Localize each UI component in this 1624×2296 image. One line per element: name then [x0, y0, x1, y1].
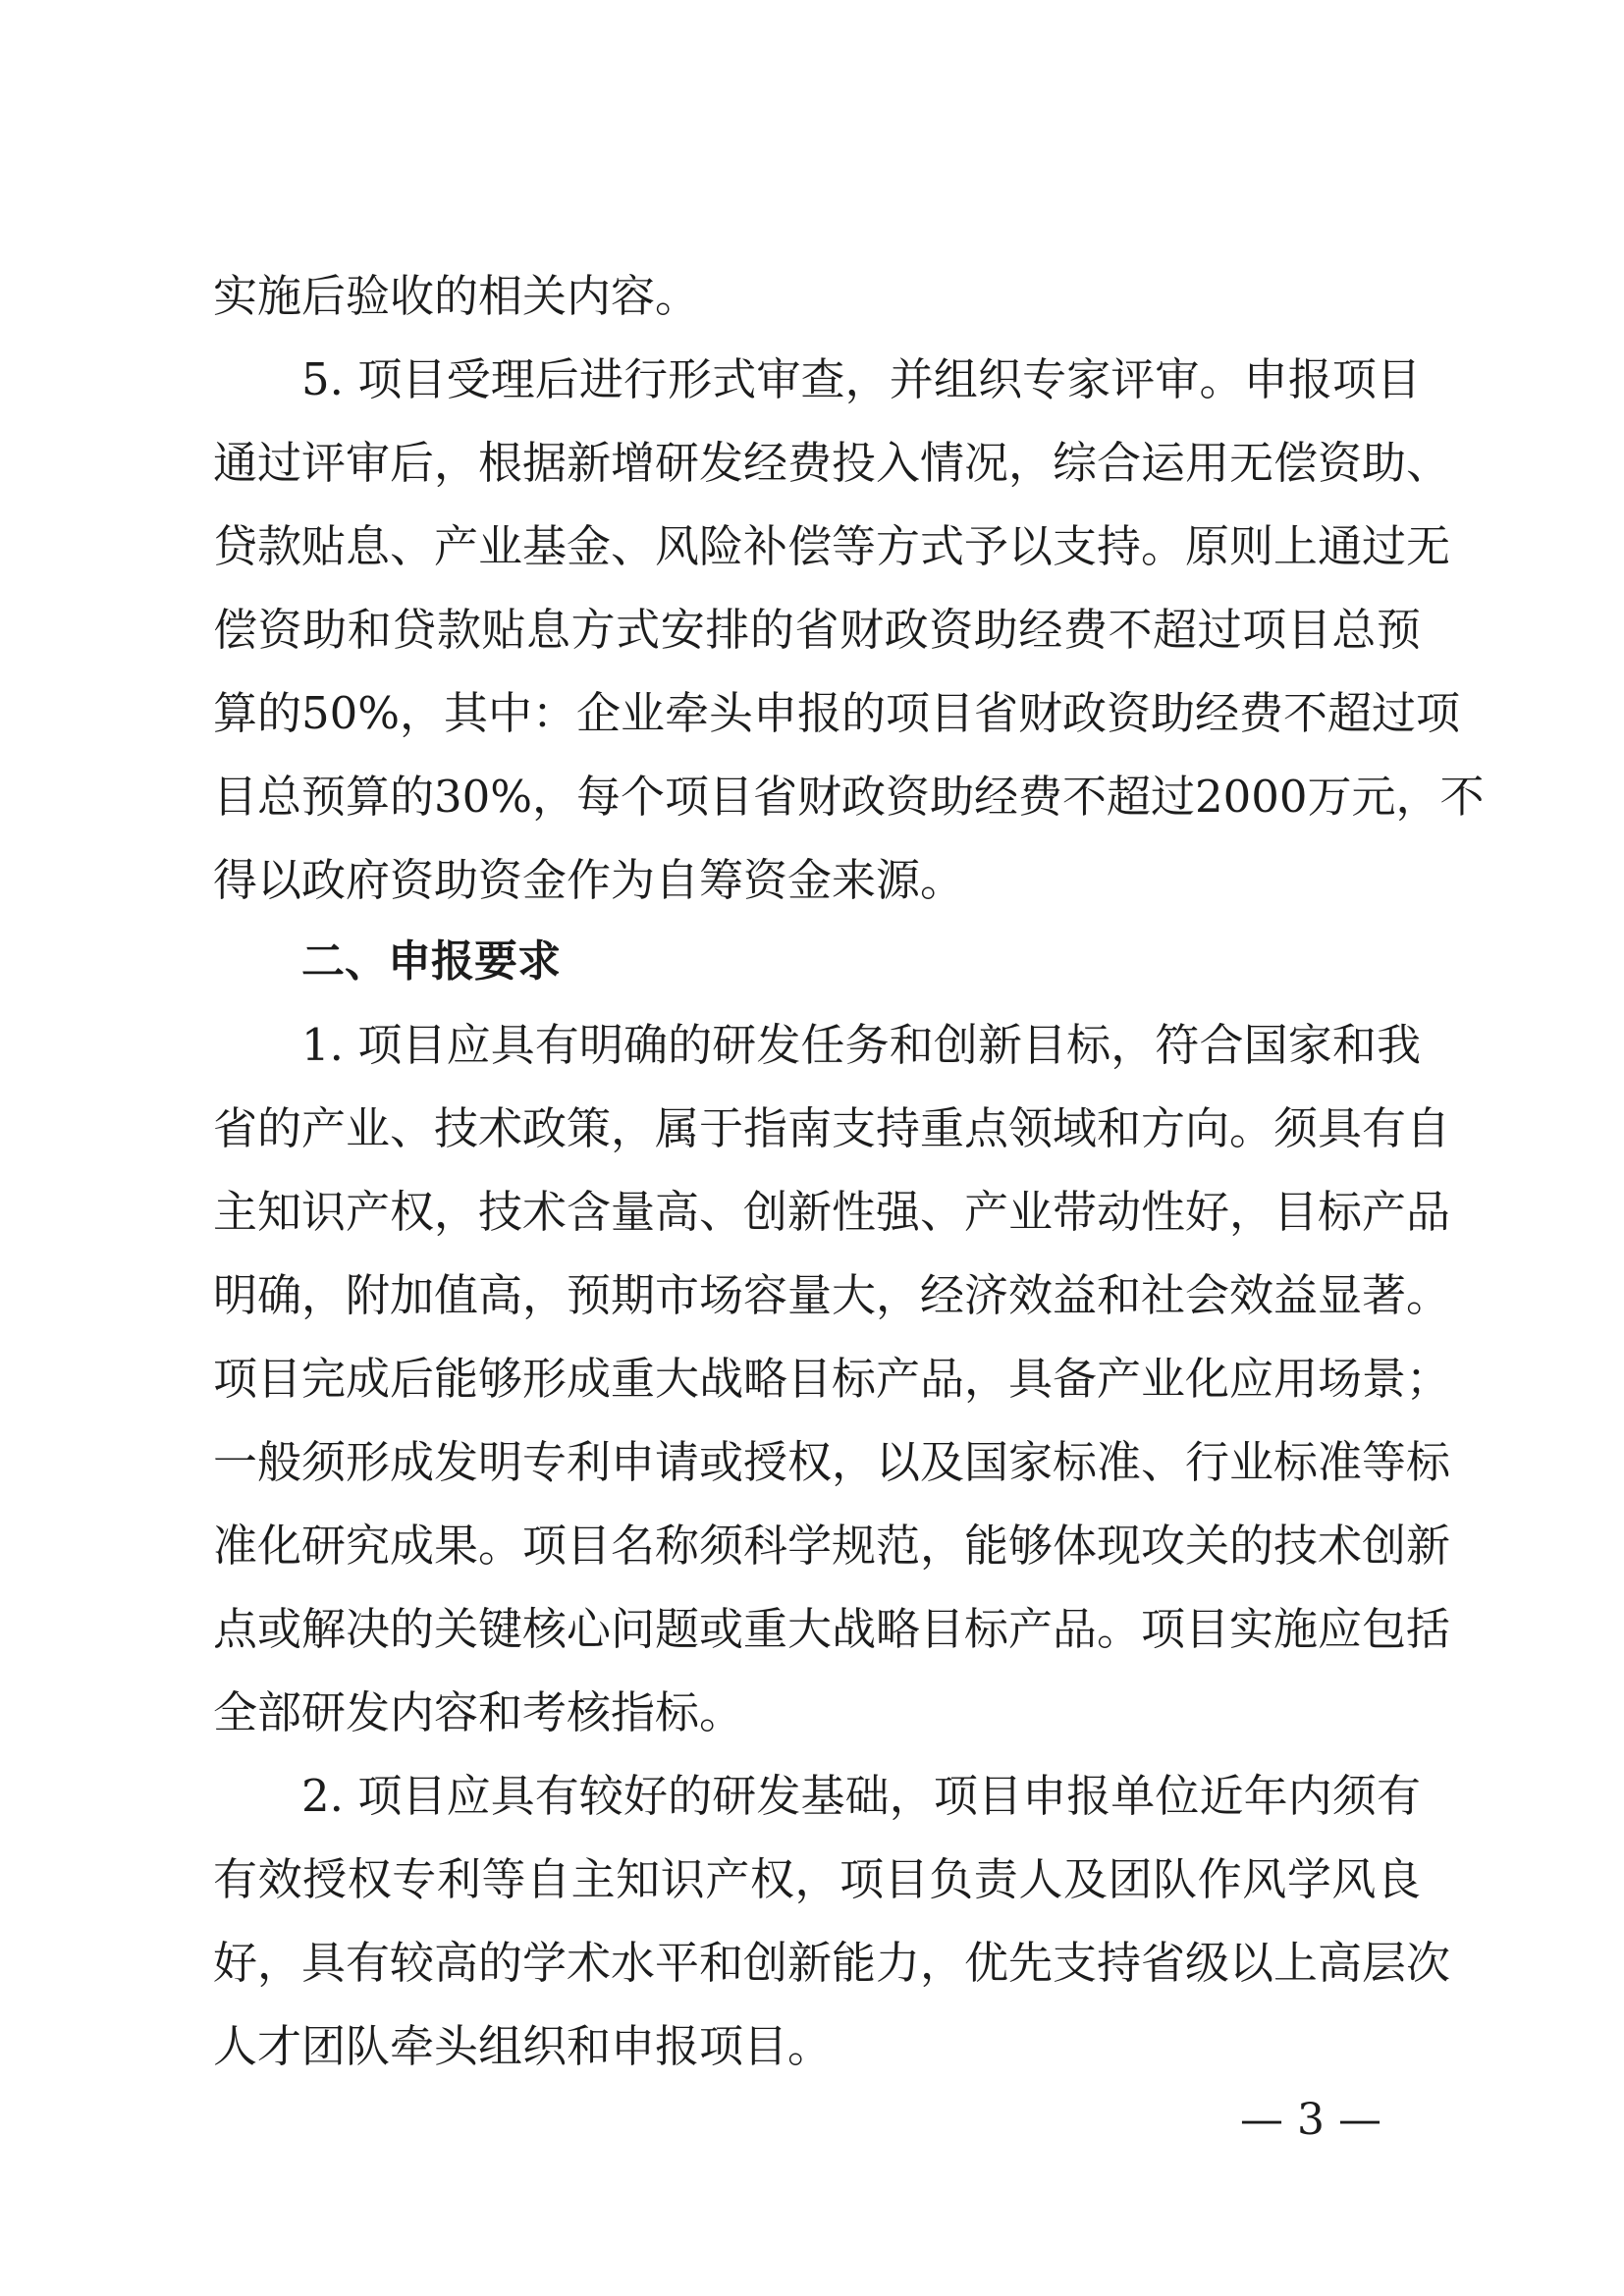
requirement-2-line: 人才团队牵头组织和申报项目。: [213, 2020, 833, 2072]
requirement-1-line: 一般须形成发明专利申请或授权，以及国家标准、行业标准等标: [213, 1436, 1451, 1488]
requirement-1-line: 省的产业、技术政策，属于指南支持重点领域和方向。须具有自: [213, 1102, 1451, 1154]
requirement-1-line: 全部研发内容和考核指标。: [213, 1686, 744, 1738]
requirement-1-line: 项目完成后能够形成重大战略目标产品，具备产业化应用场景；: [213, 1353, 1451, 1405]
requirement-2-line: 有效授权专利等自主知识产权，项目负责人及团队作风学风良: [213, 1853, 1421, 1905]
paragraph-5-line: 通过评审后，根据新增研发经费投入情况，综合运用无偿资助、: [213, 437, 1451, 489]
requirement-1-line: 明确，附加值高，预期市场容量大，经济效益和社会效益显著。: [213, 1269, 1451, 1321]
requirement-1-line: 准化研究成果。项目名称须科学规范，能够体现攻关的技术创新: [213, 1520, 1451, 1572]
requirement-1-line: 点或解决的关键核心问题或重大战略目标产品。项目实施应包括: [213, 1603, 1451, 1655]
paragraph-5-line: 5. 项目受理后进行形式审查，并组织专家评审。申报项目: [301, 353, 1421, 405]
requirement-2-line: 好，具有较高的学术水平和创新能力，优先支持省级以上高层次: [213, 1937, 1451, 1989]
paragraph-continued-line: 实施后验收的相关内容。: [213, 270, 700, 322]
paragraph-5-line: 偿资助和贷款贴息方式安排的省财政资助经费不超过项目总预: [213, 604, 1421, 656]
requirement-2-line: 2. 项目应具有较好的研发基础，项目申报单位近年内须有: [301, 1770, 1421, 1822]
requirement-1-line: 1. 项目应具有明确的研发任务和创新目标，符合国家和我: [301, 1019, 1421, 1071]
requirement-1-line: 主知识产权，技术含量高、创新性强、产业带动性好，目标产品: [213, 1186, 1451, 1238]
page-number: — 3 —: [1240, 2095, 1381, 2145]
paragraph-5-line: 得以政府资助资金作为自筹资金来源。: [213, 854, 965, 906]
paragraph-5-line: 算的50%，其中：企业牵头申报的项目省财政资助经费不超过项: [213, 687, 1461, 739]
paragraph-5-line: 目总预算的30%，每个项目省财政资助经费不超过2000万元，不: [213, 771, 1485, 823]
paragraph-5-line: 贷款贴息、产业基金、风险补偿等方式予以支持。原则上通过无: [213, 520, 1451, 572]
section-heading: 二、申报要求: [301, 936, 561, 987]
